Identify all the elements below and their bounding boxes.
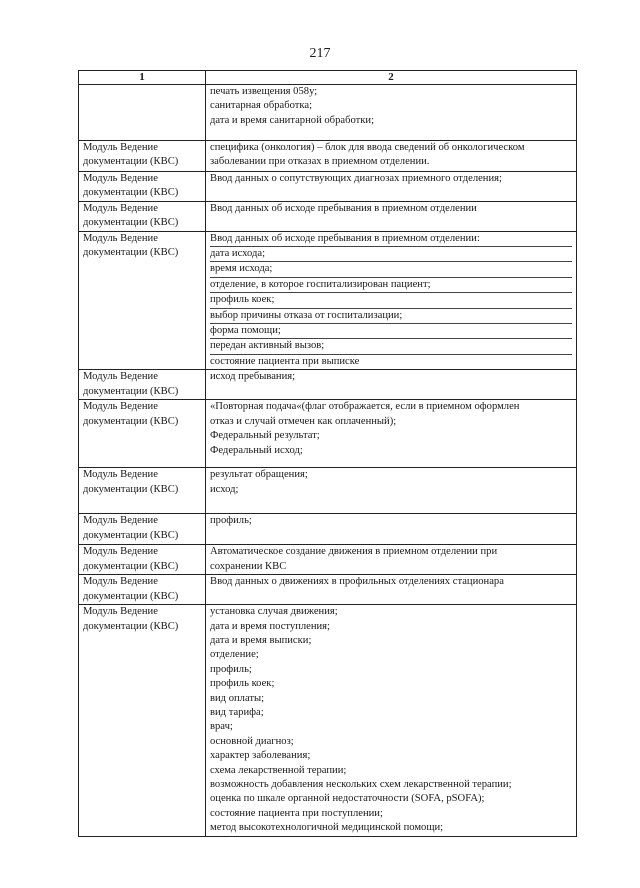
content-line: исход пребывания; <box>210 371 296 383</box>
module-cell <box>79 514 206 545</box>
content-line: профиль коек; <box>210 678 275 690</box>
table-header-row <box>79 71 577 85</box>
content-line: состояние пациента при поступлении; <box>210 807 383 819</box>
module-cell <box>79 605 206 837</box>
content-line: Федеральный исход; <box>210 444 303 456</box>
table-row <box>79 575 577 605</box>
content-line: Федеральный результат; <box>210 430 320 442</box>
module-text: документации (КВС) <box>83 590 179 602</box>
requirements-table <box>78 70 577 837</box>
module-text: Модуль Ведение <box>83 606 158 618</box>
page-number: 217 <box>309 46 331 61</box>
table-row <box>79 370 577 400</box>
module-cell <box>79 468 206 514</box>
content-line: вид оплаты; <box>210 692 265 704</box>
content-line: время исхода; <box>210 262 572 277</box>
content-line: заболевании при отказах в приемном отделении. <box>210 156 430 168</box>
content-line: дата исхода; <box>210 247 572 262</box>
table-row <box>79 172 577 202</box>
module-cell <box>79 231 206 370</box>
content-line: дата и время санитарной обработки; <box>210 114 375 126</box>
content-cell <box>206 231 577 370</box>
module-text: Модуль Ведение <box>83 202 158 214</box>
table-row <box>79 605 577 837</box>
content-line: Ввод данных о движениях в профильных отделениях стационара <box>210 576 504 588</box>
content-line: выбор причины отказа от госпитализации; <box>210 309 572 324</box>
table-row <box>79 231 577 370</box>
table-row <box>79 514 577 545</box>
content-line: возможность добавления нескольких схем лекарственной терапии; <box>210 778 512 790</box>
content-cell <box>206 85 577 141</box>
table-row <box>79 468 577 514</box>
content-line: форма помощи; <box>210 324 572 339</box>
table-row <box>79 545 577 575</box>
module-cell <box>79 370 206 400</box>
module-text: документации (КВС) <box>83 247 179 259</box>
content-cell <box>206 514 577 545</box>
module-cell <box>79 172 206 202</box>
module-text: Модуль Ведение <box>83 371 158 383</box>
content-line: результат обращения; <box>210 469 308 481</box>
content-cell <box>206 605 577 837</box>
table-row <box>79 201 577 231</box>
module-text: документации (КВС) <box>83 483 179 495</box>
module-text: Модуль Ведение <box>83 142 158 153</box>
content-line: установка случая движения; <box>210 606 338 618</box>
content-line: врач; <box>210 721 233 733</box>
content-line: характер заболевания; <box>210 750 311 762</box>
module-text: документации (КВС) <box>83 560 179 572</box>
content-cell <box>206 545 577 575</box>
content-line: отделение, в которое госпитализирован пациент; <box>210 278 572 293</box>
module-cell <box>79 85 206 141</box>
content-line: отказ и случай отмечен как оплаченный); <box>210 415 397 427</box>
module-cell <box>79 201 206 231</box>
content-cell <box>206 172 577 202</box>
content-line: схема лекарственной терапии; <box>210 764 347 776</box>
module-text: документации (КВС) <box>83 620 179 632</box>
content-line: Ввод данных о сопутствующих диагнозах приемного отделения; <box>210 173 502 184</box>
module-text: Модуль Ведение <box>83 576 158 588</box>
module-text: Модуль Ведение <box>83 232 158 244</box>
module-text: документации (КВС) <box>83 529 179 541</box>
content-line: отделение; <box>210 649 259 661</box>
table-row <box>79 400 577 468</box>
content-line: вид тарифа; <box>210 706 264 718</box>
module-text: документации (КВС) <box>83 187 179 199</box>
module-text: Модуль Ведение <box>83 469 158 481</box>
content-line: метод высокотехнологичной медицинской помощи; <box>210 822 444 834</box>
content-line: основной диагноз; <box>210 735 294 747</box>
module-text: документации (КВС) <box>83 217 179 229</box>
content-line: сохранении КВС <box>210 560 287 572</box>
content-line: профиль; <box>210 515 252 527</box>
content-line: санитарная обработка; <box>210 100 313 112</box>
content-line: оценка по шкале органной недостаточности (SOFA, pSOFA); <box>210 793 485 805</box>
content-cell <box>206 575 577 605</box>
content-line: передан активный вызов; <box>210 339 572 354</box>
content-line: профиль коек; <box>210 293 572 308</box>
content-line: дата и время поступления; <box>210 620 331 632</box>
module-text: документации (КВС) <box>83 415 179 427</box>
content-line: Автоматическое создание движения в приемном отделении при <box>210 546 498 558</box>
content-cell <box>206 370 577 400</box>
content-cell <box>206 400 577 468</box>
module-cell <box>79 141 206 172</box>
content-line: Ввод данных об исходе пребывания в приемном отделении: <box>210 232 572 247</box>
column-header-1: 1 <box>79 71 206 85</box>
content-line: дата и время выписки; <box>210 634 312 646</box>
content-cell <box>206 468 577 514</box>
content-cell <box>206 141 577 172</box>
module-text: Модуль Ведение <box>83 173 158 184</box>
content-cell <box>206 201 577 231</box>
module-cell <box>79 400 206 468</box>
module-cell <box>79 545 206 575</box>
column-header-2: 2 <box>206 71 577 85</box>
module-text: документации (КВС) <box>83 385 179 397</box>
content-line: Ввод данных об исходе пребывания в приемном отделении <box>210 202 477 214</box>
module-text: Модуль Ведение <box>83 401 158 413</box>
module-text: документации (КВС) <box>83 156 179 168</box>
module-text: Модуль Ведение <box>83 546 158 558</box>
table-row <box>79 141 577 172</box>
content-line: состояние пациента при выписке <box>210 355 360 367</box>
content-line: профиль; <box>210 663 252 675</box>
content-line: исход; <box>210 483 239 495</box>
table-row <box>79 85 577 141</box>
content-line: печать извещения 058у; <box>210 86 318 97</box>
module-cell <box>79 575 206 605</box>
content-line: специфика (онкология) – блок для ввода сведений об онкологическом <box>210 142 525 153</box>
content-line: «Повторная подача«(флаг отображается, если в приемном оформлен <box>210 401 520 413</box>
module-text: Модуль Ведение <box>83 515 158 527</box>
